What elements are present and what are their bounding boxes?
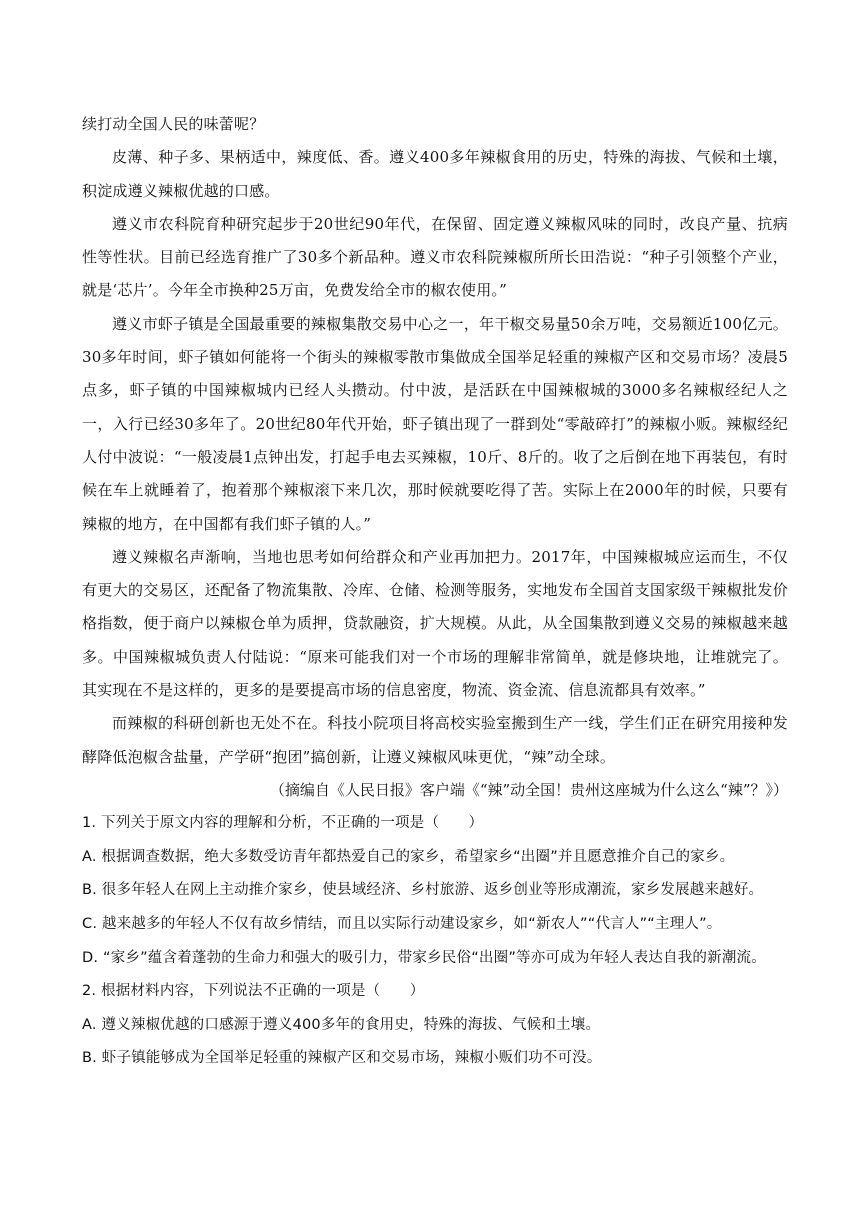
question-option-a: A. 遵义辣椒优越的口感源于遵义400多年的食用史，特殊的海拔、气候和土壤。 xyxy=(82,1016,601,1033)
question-option-d: D. “家乡”蕴含着蓬勃的生命力和强大的吸引力，带家乡民俗“出圈”等亦可成为年轻人表达自我的新潮流。 xyxy=(82,949,766,966)
passage-paragraph: 遵义市农科院育种研究起步于20世纪90年代，在保留、固定遵义辣椒风味的同时，改良产量、抗病性等性状。目前已经选育推广了30多个新品种。遵义市农科院辣椒所所长田浩说：“种子引领整个产业，就是‘芯片’。今年全市换种25万亩，免费发给全市的椒农使用。” xyxy=(82,214,788,300)
question-2 xyxy=(82,975,788,1076)
question-stem: 1. 下列关于原文内容的理解和分析，不正确的一项是（ ） xyxy=(82,815,484,832)
passage-paragraph: 遵义市虾子镇是全国最重要的辣椒集散交易中心之一，年干椒交易量50余万吨，交易额近100亿元。30多年时间，虾子镇如何能将一个街头的辣椒零散市集做成全国举足轻重的辣椒产区和交易市场？凌晨5点多，虾子镇的中国辣椒城内已经人头攒动。付中波，是活跃在中国辣椒城的3000多名辣椒经纪人之一，入行已经30多年了。20世纪80年代开始，虾子镇出现了一群到处“零敲碎打”的辣椒小贩。辣椒经纪人付中波说：“一般凌晨1点钟出发，打起手电去买辣椒，10斤、8斤的。收了之后倒在地下再装包，有时候在车上就睡着了，抱着那个辣椒滚下来几次，那时候就要吃得了苦。实际上在2000年的时候，只要有辣椒的地方，在中国都有我们虾子镇的人。” xyxy=(82,314,788,533)
passage-paragraph: 遵义辣椒名声渐响，当地也思考如何给群众和产业再加把力。2017年，中国辣椒城应运而生，不仅有更大的交易区，还配备了物流集散、冷库、仓储、检测等服务，实地发布全国首支国家级干辣椒批发价格指数，便于商户以辣椒仓单为质押，贷款融资，扩大规模。从此，从全国集散到遵义交易的辣椒越来越多。中国辣椒城负责人付陆说：“原来可能我们对一个市场的理解非常简单，就是修块地，让堆就完了。其实现在不是这样的，更多的是要提高市场的信息密度，物流、资金流、信息流都具有效率。” xyxy=(82,547,788,700)
document-page xyxy=(82,108,788,1076)
question-option-b: B. 虾子镇能够成为全国举足轻重的辣椒产区和交易市场，辣椒小贩们功不可没。 xyxy=(82,1050,602,1067)
question-1 xyxy=(82,807,788,975)
question-option-b: B. 很多年轻人在网上主动推介家乡，使县域经济、乡村旅游、返乡创业等形成潮流，家乡发展越来越好。 xyxy=(82,882,764,899)
passage-paragraph: 皮薄、种子多、果柄适中，辣度低、香。遵义400多年辣椒食用的历史，特殊的海拔、气候和土壤，积淀成遵义辣椒优越的口感。 xyxy=(82,148,788,200)
question-option-a: A. 根据调查数据，绝大多数受访青年都热爱自己的家乡，希望家乡“出圈”并且愿意推介自己的家乡。 xyxy=(82,848,735,865)
passage-paragraph-continued: 续打动全国人民的味蕾呢？ xyxy=(82,115,265,133)
passage-paragraph: 而辣椒的科研创新也无处不在。科技小院项目将高校实验室搬到生产一线，学生们正在研究用接种发酵降低泡椒含盐量，产学研“抱团”搞创新，让遵义辣椒风味更优，“辣”动全球。 xyxy=(82,714,788,766)
question-option-c: C. 越来越多的年轻人不仅有故乡情结，而且以实际行动建设家乡，如“新农人”“代言人”“主理人”。 xyxy=(82,916,722,933)
source-citation: （摘编自《人民日报》客户端《“辣”动全国！贵州这座城为什么这么“辣”？》） xyxy=(269,780,788,799)
question-stem: 2. 根据材料内容，下列说法不正确的一项是（ ） xyxy=(82,983,425,1000)
